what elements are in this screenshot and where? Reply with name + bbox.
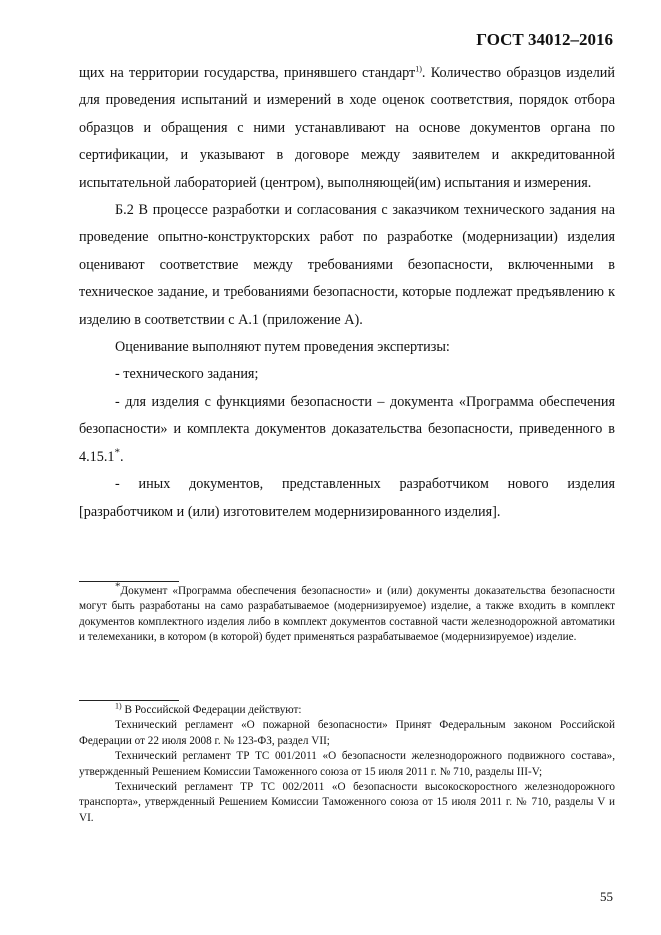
footnote-divider-star (79, 581, 179, 582)
p5-end: . (119, 448, 124, 465)
footnote-star (79, 580, 615, 646)
page-number: 55 (600, 889, 613, 904)
footnote-1-marker: 1) (115, 701, 122, 711)
footnote-ref-1[interactable]: 1) (415, 64, 422, 74)
footnote-1-item: Технический регламент «О пожарной безопасности» Принят Федеральным законом Российской Федерации от 22 июля 2008 г. № 123-ФЗ, раздел VII; (79, 719, 615, 747)
footnote-ref-star[interactable]: * (114, 445, 120, 458)
document-id-header: ГОСТ 34012–2016 (476, 30, 613, 49)
p1-text: щих на территории государства, принявшего стандарт (79, 65, 416, 81)
main-text (79, 60, 615, 526)
paragraph-b2: Б.2 В процессе разработки и согласования с заказчиком технического задания на проведение опытно-конструкторских работ по разработке (модернизации) изделия оценивают соответствие между требованиями безопасности, включенными в техническое задание, и требованиями безопасности, которые подлежат предъявлению к изделию в соответствии с А.1 (приложение А). (79, 202, 615, 328)
list-item-tz: - технического задания; (115, 366, 259, 383)
p1-rest: . Количество образцов изделий для проведения испытаний и измерений в ходе оценок соответствия, порядок отбора образцов и обращения с ними устанавливают на основе документов органа по сертификации, и указывают в договоре между заявителем и аккредитованной испытательной лабораторией (центром), выполняющей(им) испытания и измерения. (79, 65, 615, 191)
p5-text: - для изделия с функциями безопасности – документа «Программа обеспечения безопасности» и комплекта документов доказательства безопасности, приведенного в 4.15.1 (79, 393, 615, 465)
footnote-1-intro: В Российской Федерации действуют: (121, 704, 302, 716)
list-item-safety-docs (79, 389, 615, 471)
list-item-other-docs: - иных документов, представленных разработчиком нового изделия [разработчиком и (или) изготовителем модернизированного изделия]. (79, 476, 615, 520)
footnote-1 (79, 703, 615, 826)
paragraph-evaluation: Оценивание выполняют путем проведения экспертизы: (115, 339, 450, 356)
footnote-star-text: Документ «Программа обеспечения безопасности» и (или) документы доказательства безопасности могут быть разработаны на само разрабатываемое (модернизируемое) изделие, а также входить в комплект документов комплектного изделия либо в комплект документов составной части железнодорожной автоматики и телемеханики, в котором (в которой) будет применяться разрабатываемое (модернизируемое) изделие. (79, 585, 615, 644)
footnote-1-item: Технический регламент ТР ТС 001/2011 «О безопасности железнодорожного подвижного состава», утвержденный Решением Комиссии Таможенного союза от 15 июля 2011 г. № 710, разделы III-V; (79, 750, 615, 778)
footnote-star-marker: * (115, 580, 121, 593)
footnote-divider-1 (79, 700, 179, 701)
footnote-1-item: Технический регламент ТР ТС 002/2011 «О безопасности высокоскоростного железнодорожного транспорта», утвержденный Решением Комиссии Таможенного союза от 15 июля 2011 г. № 710, разделы V и VI. (79, 781, 615, 824)
paragraph-continuation (79, 60, 615, 197)
